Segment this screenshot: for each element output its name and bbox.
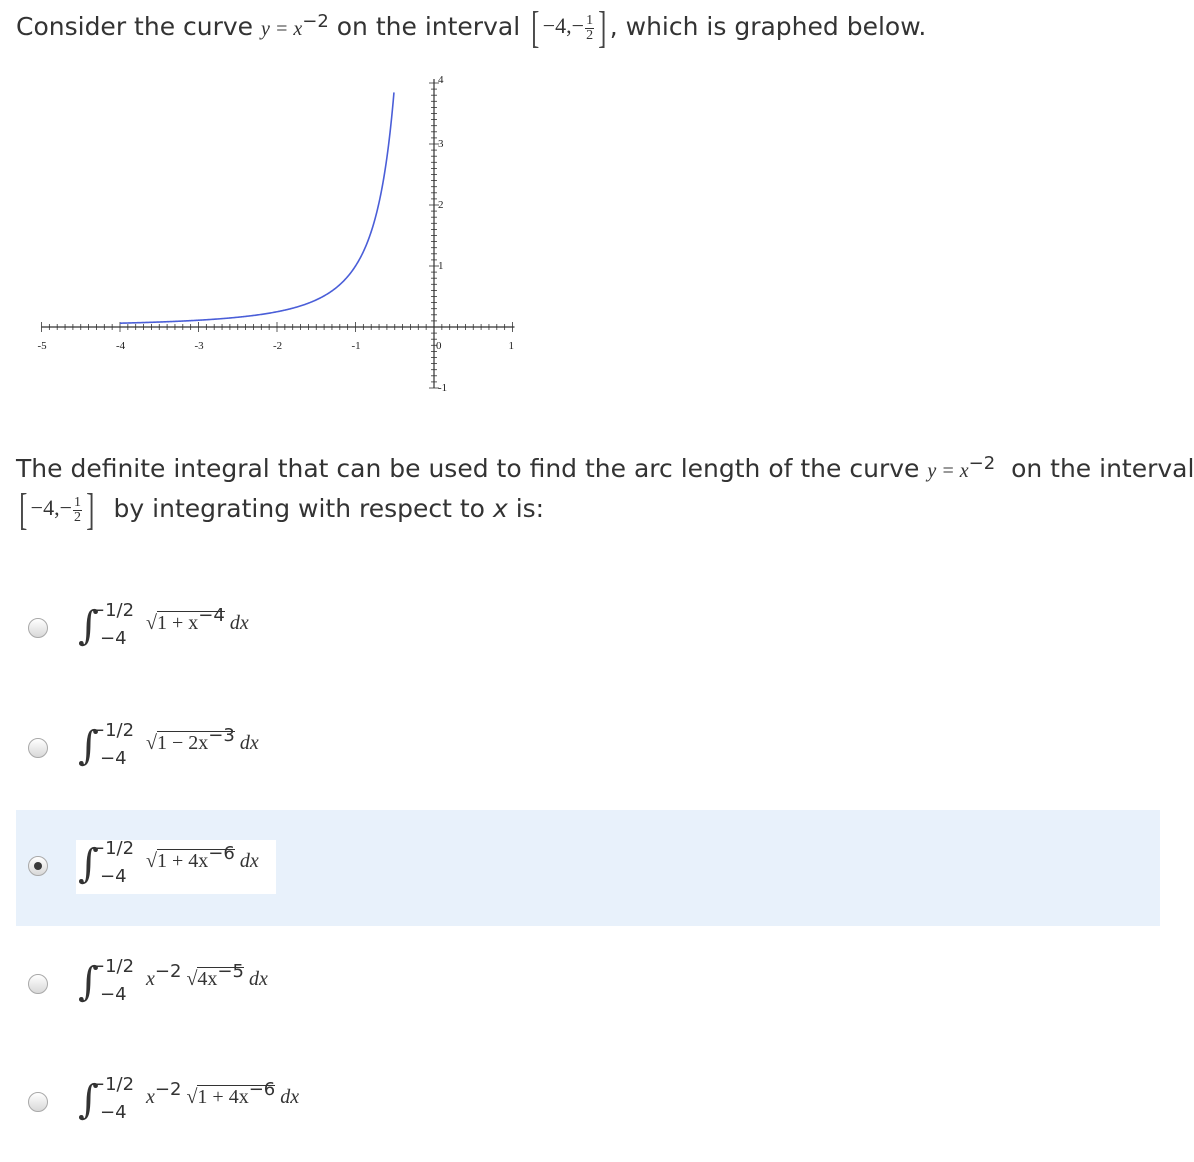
upper-limit: −1/2 [90, 838, 135, 859]
integral-sign: ∫ [78, 1077, 99, 1123]
question-prompt-line2 [16, 485, 545, 534]
intro-text-after: , which is graphed below. [609, 12, 927, 41]
question-prompt-line1 [16, 452, 1194, 488]
integrand-prefix: x [146, 968, 155, 990]
differential: dx [234, 850, 259, 872]
radio-button[interactable] [28, 738, 48, 758]
integral-formula [76, 1076, 306, 1130]
integrand: $x^{-2}$ $√4x^{-5}$ dx [146, 961, 268, 990]
prompt-variable: x [492, 494, 508, 523]
integrand: $√1 + 4x^{-6}$ dx [146, 843, 259, 872]
lower-limit: −4 [100, 866, 127, 887]
curve-equation: $y = x^{-2}$ [261, 11, 329, 40]
prompt-interval-notation: [ −4,− $\frac{1}{2}$ ] [19, 485, 95, 534]
answer-option-1[interactable] [16, 572, 1160, 688]
integral-sign: ∫ [78, 959, 99, 1005]
radio-button[interactable] [28, 618, 48, 638]
x-tick-label: -4 [116, 340, 126, 352]
integral-sign: ∫ [78, 841, 99, 887]
y-tick-label: 3 [438, 138, 444, 150]
y-tick-label: 1 [438, 260, 444, 272]
integral-formula [76, 602, 276, 656]
x-tick-label: -5 [37, 340, 47, 352]
y-tick-label: 4 [438, 74, 444, 86]
answer-option-2[interactable] [16, 692, 1160, 808]
integral-sign: ∫ [78, 723, 99, 769]
upper-limit: −1/2 [90, 600, 135, 621]
answer-option-5[interactable] [16, 1046, 1160, 1162]
y-tick-label: -1 [438, 382, 448, 394]
upper-limit: −1/2 [90, 956, 135, 977]
prompt-text-before: The definite integral that can be used to find the arc length of the curve [16, 454, 920, 483]
radio-button[interactable] [28, 856, 48, 876]
answer-option-3[interactable] [16, 810, 1160, 926]
function-graph [24, 52, 556, 450]
lower-limit: −4 [100, 748, 127, 769]
integral-sign: ∫ [78, 603, 99, 649]
x-tick-label: -3 [194, 340, 204, 352]
radicand: $4x^{-5}$ [197, 961, 244, 990]
intro-text-mid: on the interval [336, 12, 521, 41]
lower-limit: −4 [100, 628, 127, 649]
radicand: $1 + x^{-4}$ [156, 605, 225, 634]
differential: dx [243, 968, 268, 990]
integrand-prefix-exp: −2 [154, 961, 182, 982]
integral-formula [76, 958, 276, 1012]
lower-limit: −4 [100, 1102, 127, 1123]
x-tick-label: 0 [436, 340, 442, 352]
prompt-curve-equation: $y = x^{-2}$ [927, 453, 996, 482]
prompt-text-after-1: by integrating with respect to [113, 494, 485, 523]
interval-notation: [ −4,− $\frac{1}{2}$ ] [531, 3, 607, 52]
integrand-prefix: x [146, 1086, 155, 1108]
x-tick-label: -2 [273, 340, 283, 352]
prompt-text-mid: on the interval [1011, 454, 1194, 483]
answer-option-4[interactable] [16, 928, 1160, 1044]
intro-text-before: Consider the curve [16, 12, 254, 41]
integrand: $√1 + x^{-4}$ dx [146, 605, 249, 634]
radio-button[interactable] [28, 1092, 48, 1112]
x-tick-label: 1 [508, 340, 514, 352]
radicand: $1 + 4x^{-6}$ [197, 1079, 276, 1108]
integral-formula [76, 722, 276, 776]
integrand-prefix-exp: −2 [154, 1079, 182, 1100]
radicand: $1 - 2x^{-3}$ [156, 725, 235, 754]
radio-button[interactable] [28, 974, 48, 994]
prompt-text-after-2: is: [515, 494, 545, 523]
differential: dx [224, 612, 249, 634]
function-curve [120, 92, 394, 323]
x-tick-label: -1 [351, 340, 361, 352]
radicand: $1 + 4x^{-6}$ [156, 843, 235, 872]
differential: dx [234, 732, 259, 754]
differential: dx [275, 1086, 300, 1108]
graph-svg [24, 52, 556, 450]
integral-formula [76, 840, 276, 894]
lower-limit: −4 [100, 984, 127, 1005]
upper-limit: −1/2 [90, 1074, 135, 1095]
integrand: $√1 - 2x^{-3}$ dx [146, 725, 259, 754]
question-intro [16, 3, 927, 52]
y-tick-label: 2 [438, 199, 444, 211]
upper-limit: −1/2 [90, 720, 135, 741]
integrand: $x^{-2}$ $√1 + 4x^{-6}$ dx [146, 1079, 300, 1108]
radio-selected-dot [34, 862, 42, 870]
